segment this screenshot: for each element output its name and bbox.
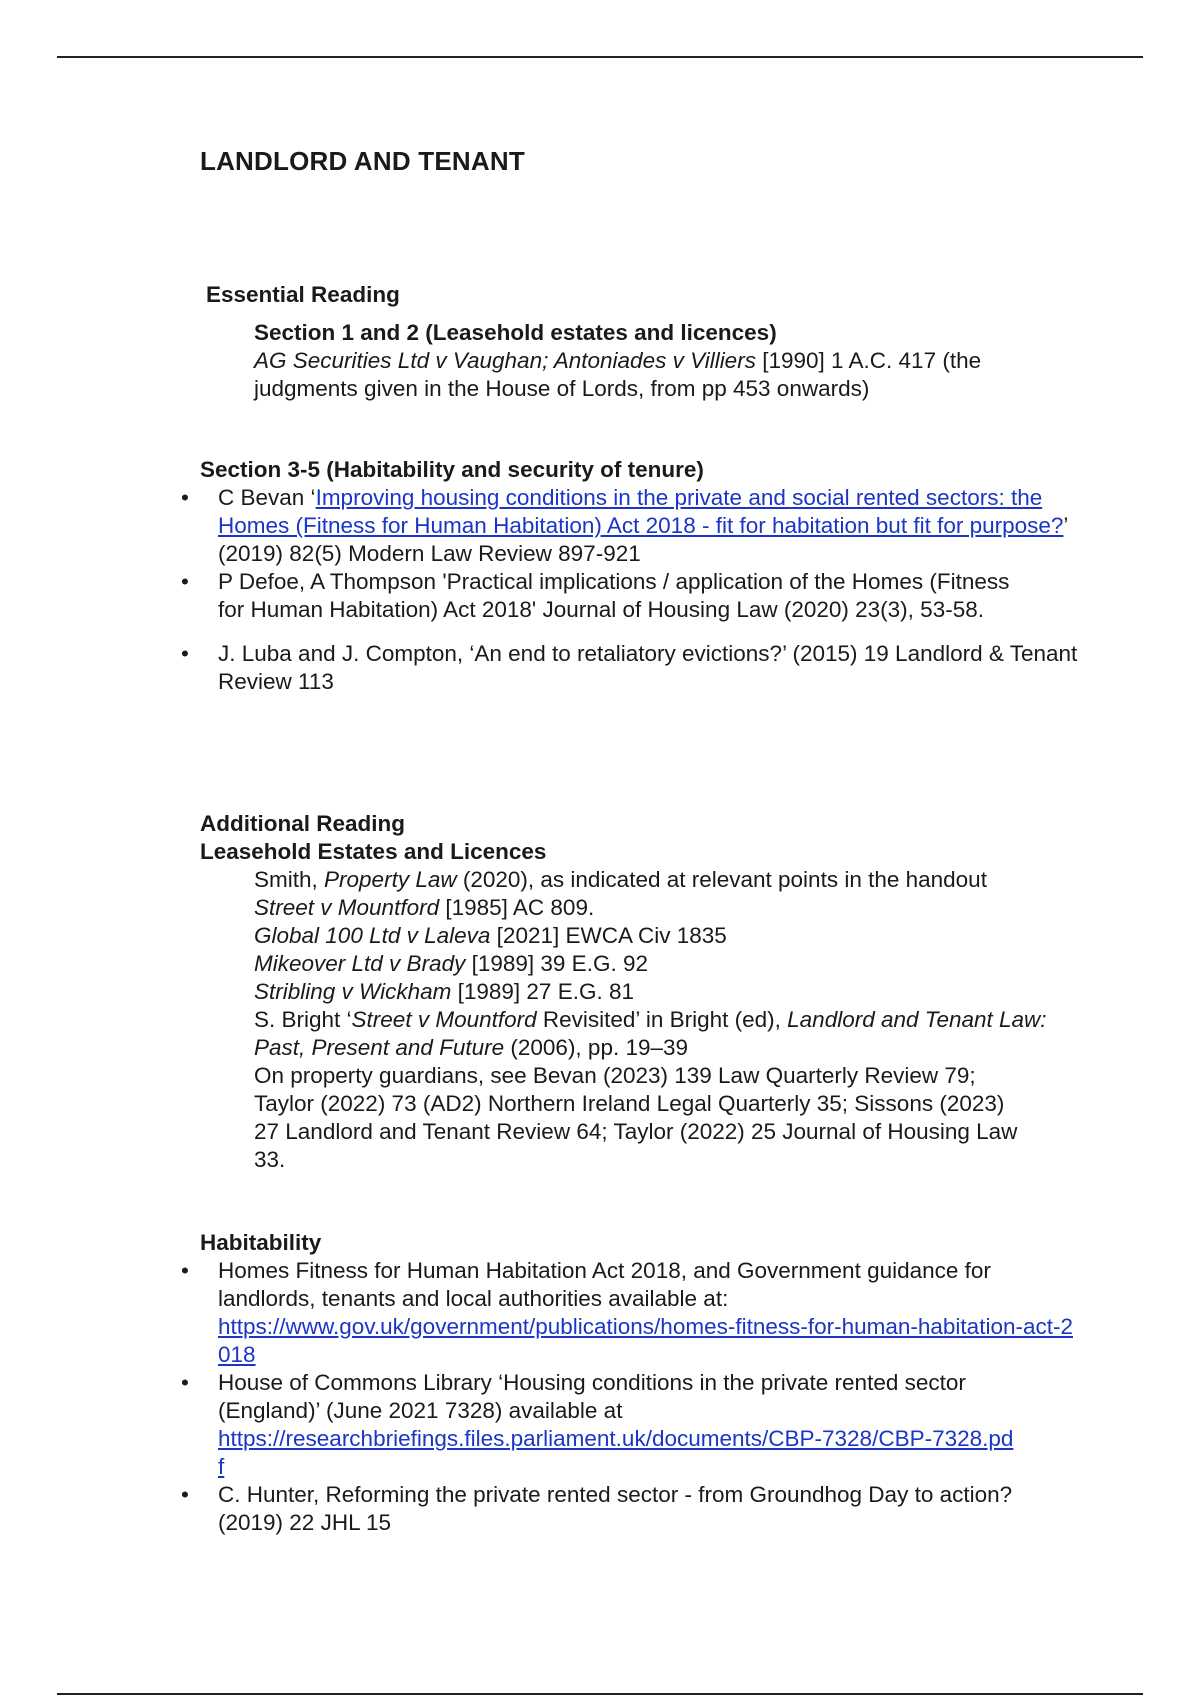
list-item	[181, 1257, 1078, 1369]
essential-reading-heading: Essential Reading	[206, 282, 400, 307]
reference-text: C. Hunter, Reforming the private rented sector - from Groundhog Day to action? (2019) 22 JHL 15	[218, 1482, 1013, 1535]
reading-line	[254, 922, 1074, 950]
list-item	[181, 484, 1078, 568]
reference-text: P Defoe, A Thompson 'Practical implications / application of the Homes (Fitness for Human Habitation) Act 2018' Journal of Housing Law (2020) 23(3), 53-58.	[218, 569, 1010, 622]
leasehold-readings	[254, 866, 1074, 1174]
reading-line	[254, 1006, 1069, 1062]
list-item	[181, 1481, 1018, 1537]
case-name: Street v Mountford	[351, 1007, 537, 1032]
case-name: Mikeover Ltd v Brady	[254, 951, 466, 976]
case-citation: [1990] 1 A.C. 417 (the judgments given in the House of Lords, from pp 453 onwards)	[254, 348, 982, 401]
bullet: •	[181, 641, 189, 666]
bottom-rule	[57, 1693, 1143, 1695]
section-1-2-heading: Section 1 and 2 (Leasehold estates and licences)	[254, 320, 777, 345]
citation: Revisited’ in Bright (ed),	[536, 1007, 788, 1032]
author: S. Bright ‘	[254, 1007, 352, 1032]
case-name: Stribling v Wickham	[254, 979, 452, 1004]
reference-text: J. Luba and J. Compton, ‘An end to retaliatory evictions?’ (2015) 19 Landlord & Tenant Review 113	[218, 641, 1078, 694]
citation: (2006), pp. 19–39	[504, 1035, 689, 1060]
page-title: LANDLORD AND TENANT	[200, 146, 525, 176]
citation: [2021] EWCA Civ 1835	[490, 923, 727, 948]
section-1-2-reference	[254, 347, 1054, 403]
commons-library-link[interactable]: https://researchbriefings.files.parliament.uk/documents/CBP-7328/CBP-7328.pdf	[218, 1426, 1014, 1479]
citation: ’ (2019) 82(5) Modern Law Review 897-921	[218, 513, 1068, 566]
bullet: •	[181, 1258, 189, 1283]
case-name: Global 100 Ltd v Laleva	[254, 923, 491, 948]
top-rule	[57, 56, 1143, 58]
book-title: Property Law	[324, 867, 457, 892]
habitability-heading: Habitability	[200, 1230, 322, 1255]
reading-line: On property guardians, see Bevan (2023) 139 Law Quarterly Review 79; Taylor (2022) 73 (AD2) Northern Ireland Legal Quarterly 35; Sissons (2023) 27 Landlord and Tenant Review 64; Taylor (2022) 25 Journal of Housing Law 33.	[254, 1063, 1018, 1172]
bullet: •	[181, 569, 189, 594]
reference-text: Homes Fitness for Human Habitation Act 2018, and Government guidance for landlords, tenants and local authorities available at:	[218, 1258, 991, 1311]
reading-line	[254, 978, 1074, 1006]
additional-reading-heading: Additional Reading	[200, 811, 405, 836]
reference-text: House of Commons Library ‘Housing conditions in the private rented sector (England)’ (June 2021 7328) available at	[218, 1370, 966, 1423]
leasehold-heading: Leasehold Estates and Licences	[200, 839, 547, 864]
bullet: •	[181, 1370, 189, 1395]
author: Smith,	[254, 867, 325, 892]
bevan-article-link[interactable]: Improving housing conditions in the private and social rented sectors: the Homes (Fitness for Human Habitation) Act 2018 - fit for habitation but fit for purpose?	[218, 485, 1064, 538]
gov-uk-guidance-link[interactable]: https://www.gov.uk/government/publications/homes-fitness-for-human-habitation-act-2018	[218, 1314, 1073, 1367]
citation: (2020), as indicated at relevant points in the handout	[456, 867, 987, 892]
section-3-5-list	[181, 484, 1081, 696]
bullet: •	[181, 485, 189, 510]
habitability-list	[181, 1257, 1081, 1537]
case-name: Street v Mountford	[254, 895, 440, 920]
section-3-5-heading: Section 3-5 (Habitability and security of tenure)	[200, 457, 704, 482]
book-title: Landlord and Tenant Law: Past, Present and Future	[254, 1007, 1047, 1060]
citation: [1989] 39 E.G. 92	[465, 951, 648, 976]
list-item	[181, 1369, 1018, 1481]
case-name: AG Securities Ltd v Vaughan; Antoniades v Villiers	[254, 348, 756, 373]
author: C Bevan ‘	[218, 485, 316, 510]
reading-line	[254, 950, 1074, 978]
bullet: •	[181, 1482, 189, 1507]
list-item	[181, 568, 1018, 624]
citation: [1989] 27 E.G. 81	[451, 979, 634, 1004]
reading-line	[254, 866, 1074, 894]
reading-line	[254, 894, 1074, 922]
list-item	[181, 640, 1078, 696]
citation: [1985] AC 809.	[439, 895, 595, 920]
